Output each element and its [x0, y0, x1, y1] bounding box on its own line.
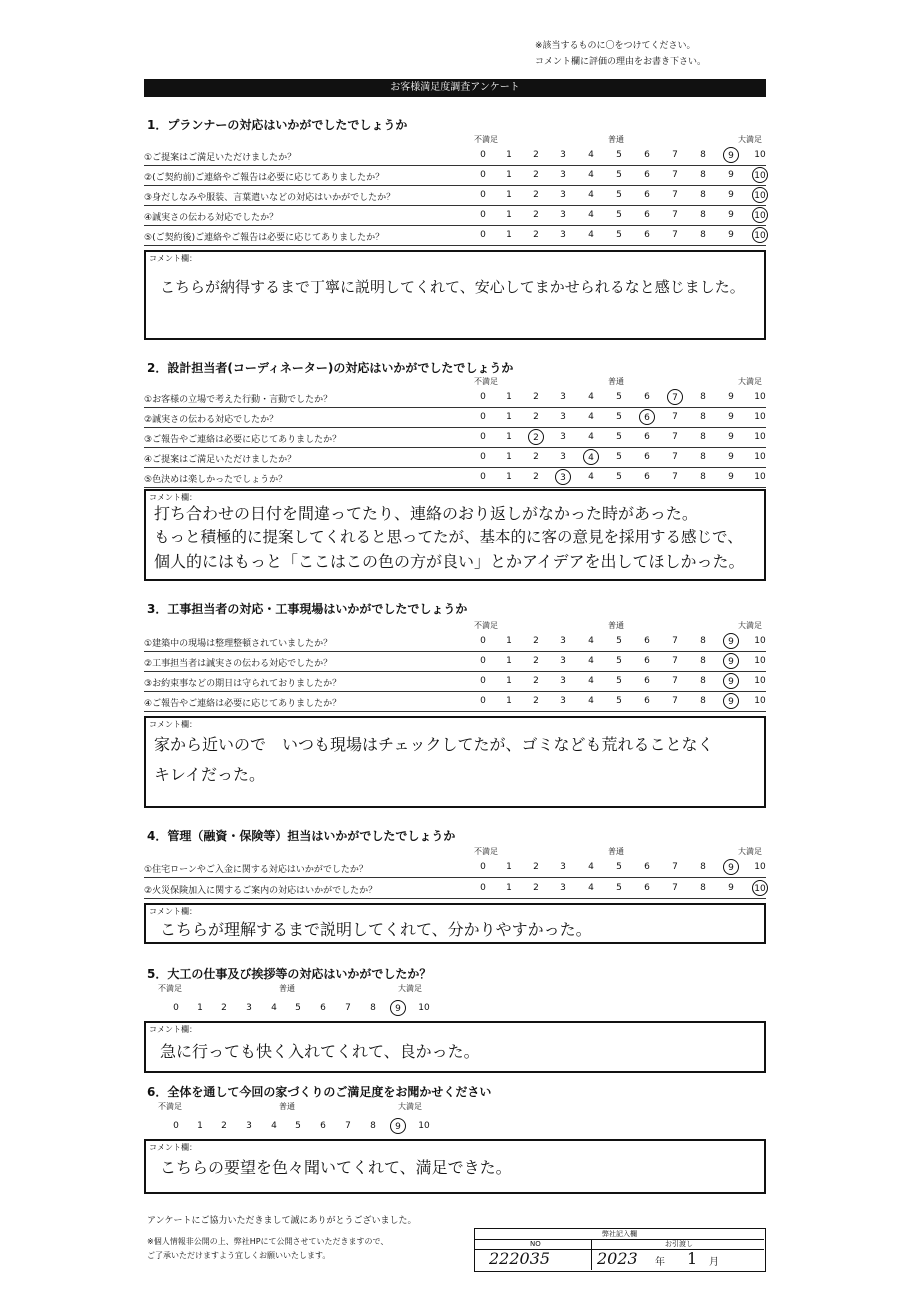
- scale-label-low: 不満足: [158, 1102, 182, 1111]
- rating-option[interactable]: 1: [197, 1003, 203, 1013]
- rating-option[interactable]: 7: [672, 676, 678, 686]
- rating-option[interactable]: 5: [616, 696, 622, 706]
- rating-option[interactable]: 0: [480, 210, 486, 220]
- selected-rating[interactable]: 10: [752, 167, 768, 183]
- rating-option[interactable]: 7: [672, 862, 678, 872]
- rating-option[interactable]: 0: [480, 432, 486, 442]
- selected-rating[interactable]: 4: [583, 449, 599, 465]
- selected-rating[interactable]: 9: [723, 147, 739, 163]
- question-row: [144, 672, 766, 692]
- rating-option[interactable]: 7: [345, 1003, 351, 1013]
- rating-option[interactable]: 4: [588, 412, 594, 422]
- scale-label-mid: 普通: [279, 1102, 295, 1111]
- scale-label-mid: 普通: [608, 135, 624, 144]
- rating-scale: [144, 1117, 444, 1136]
- question-row: [144, 448, 766, 468]
- comment-label: コメント欄：: [149, 1143, 197, 1152]
- scale-label-high: 大満足: [738, 847, 762, 856]
- rating-option[interactable]: 4: [588, 230, 594, 240]
- comment-box: [144, 1021, 766, 1073]
- rating-option[interactable]: 2: [533, 676, 539, 686]
- comment-box: [144, 716, 766, 808]
- rating-option[interactable]: 7: [672, 432, 678, 442]
- question-text: ④誠実さの伝わる対応でしたか？: [144, 213, 279, 223]
- comment-label: コメント欄：: [149, 907, 197, 916]
- rating-option[interactable]: 7: [672, 472, 678, 482]
- scale-label-high: 大満足: [738, 377, 762, 386]
- question-text: ②(ご契約前)ご連絡やご報告は必要に応じてありましたか？: [144, 173, 385, 183]
- question-row: [144, 206, 766, 226]
- rating-option[interactable]: 2: [533, 656, 539, 666]
- rating-option[interactable]: 8: [700, 210, 706, 220]
- rating-option[interactable]: 4: [588, 862, 594, 872]
- rating-option[interactable]: 7: [672, 656, 678, 666]
- month-unit: 月: [709, 1257, 719, 1268]
- selected-rating[interactable]: 7: [667, 389, 683, 405]
- rating-option[interactable]: 2: [533, 230, 539, 240]
- rating-option[interactable]: 2: [533, 150, 539, 160]
- rating-option[interactable]: 9: [728, 170, 734, 180]
- rating-option[interactable]: 6: [644, 210, 650, 220]
- rating-option[interactable]: 5: [616, 883, 622, 893]
- handover-year: 2023: [597, 1249, 638, 1268]
- selected-rating[interactable]: 9: [390, 1000, 406, 1016]
- rating-option[interactable]: 10: [754, 696, 766, 706]
- selected-rating[interactable]: 2: [528, 429, 544, 445]
- rating-option[interactable]: 0: [480, 862, 486, 872]
- rating-option[interactable]: 8: [700, 883, 706, 893]
- rating-option[interactable]: 6: [644, 696, 650, 706]
- rating-scale: [144, 999, 444, 1018]
- scale-label-mid: 普通: [608, 847, 624, 856]
- rating-option[interactable]: 7: [672, 696, 678, 706]
- comment-label: コメント欄：: [149, 720, 197, 729]
- comment-label: コメント欄：: [149, 493, 197, 502]
- selected-rating[interactable]: 3: [555, 469, 571, 485]
- rating-option[interactable]: 9: [728, 412, 734, 422]
- handwritten-comment: こちらの要望を色々聞いてくれて、満足できた。: [160, 1158, 512, 1177]
- rating-option[interactable]: 3: [560, 210, 566, 220]
- handwritten-comment: 個人的にはもっと「ここはこの色の方が良い」とかアイデアを出してほしかった。: [154, 552, 745, 571]
- rating-option[interactable]: 8: [700, 636, 706, 646]
- company-box-label: 弊社記入欄: [475, 1229, 764, 1240]
- rating-option[interactable]: 5: [616, 230, 622, 240]
- question-text: ①住宅ローンやご入金に関する対応はいかがでしたか？: [144, 865, 368, 875]
- question-row: [144, 632, 766, 652]
- rating-option[interactable]: 8: [700, 432, 706, 442]
- rating-option[interactable]: 7: [672, 883, 678, 893]
- rating-option[interactable]: 0: [480, 676, 486, 686]
- scale-label-low: 不満足: [474, 847, 498, 856]
- question-text: ①お客様の立場で考えた行動・言動でしたか？: [144, 395, 333, 405]
- rating-option[interactable]: 5: [616, 472, 622, 482]
- rating-option[interactable]: 0: [173, 1003, 179, 1013]
- rating-option[interactable]: 1: [506, 636, 512, 646]
- section-title: 3．工事担当者の対応・工事現場はいかがでしたでしょうか: [147, 602, 468, 616]
- rating-option[interactable]: 3: [560, 150, 566, 160]
- question-text: ②誠実さの伝わる対応でしたか？: [144, 415, 279, 425]
- rating-option[interactable]: 0: [480, 636, 486, 646]
- rating-option[interactable]: 8: [700, 150, 706, 160]
- rating-option[interactable]: 8: [370, 1121, 376, 1131]
- question-row: [144, 408, 766, 428]
- rating-option[interactable]: 5: [616, 676, 622, 686]
- rating-option[interactable]: 8: [700, 472, 706, 482]
- rating-option[interactable]: 3: [560, 636, 566, 646]
- rating-option[interactable]: 5: [616, 210, 622, 220]
- selected-rating[interactable]: 9: [723, 653, 739, 669]
- rating-option[interactable]: 5: [295, 1003, 301, 1013]
- rating-option[interactable]: 0: [480, 883, 486, 893]
- rating-option[interactable]: 6: [644, 190, 650, 200]
- rating-option[interactable]: 2: [221, 1121, 227, 1131]
- rating-option[interactable]: 7: [672, 636, 678, 646]
- rating-option[interactable]: 10: [418, 1121, 430, 1131]
- comment-label: コメント欄：: [149, 254, 197, 263]
- question-row: [144, 652, 766, 672]
- question-row: [144, 879, 766, 899]
- rating-option[interactable]: 8: [700, 676, 706, 686]
- rating-option[interactable]: 4: [588, 676, 594, 686]
- question-row: [144, 692, 766, 712]
- rating-option[interactable]: 9: [728, 883, 734, 893]
- rating-option[interactable]: 2: [533, 190, 539, 200]
- rating-option[interactable]: 3: [560, 883, 566, 893]
- rating-option[interactable]: 1: [506, 472, 512, 482]
- rating-option[interactable]: 10: [418, 1003, 430, 1013]
- rating-option[interactable]: 6: [644, 862, 650, 872]
- rating-option[interactable]: 6: [320, 1003, 326, 1013]
- rating-option[interactable]: 0: [480, 392, 486, 402]
- rating-option[interactable]: 3: [560, 676, 566, 686]
- scale-label-high: 大満足: [398, 984, 422, 993]
- rating-option[interactable]: 4: [588, 170, 594, 180]
- rating-option[interactable]: 7: [345, 1121, 351, 1131]
- rating-option[interactable]: 3: [560, 190, 566, 200]
- rating-option[interactable]: 6: [644, 656, 650, 666]
- rating-option[interactable]: 4: [588, 636, 594, 646]
- thanks-text: アンケートにご協力いただきまして誠にありがとうございました。: [147, 1216, 417, 1226]
- rating-option[interactable]: 3: [560, 862, 566, 872]
- rating-option[interactable]: 2: [533, 862, 539, 872]
- rating-option[interactable]: 5: [616, 452, 622, 462]
- rating-option[interactable]: 6: [644, 636, 650, 646]
- rating-option[interactable]: 4: [588, 210, 594, 220]
- rating-option[interactable]: 6: [644, 392, 650, 402]
- rating-option[interactable]: 7: [672, 412, 678, 422]
- selected-rating[interactable]: 9: [723, 693, 739, 709]
- rating-option[interactable]: 9: [728, 392, 734, 402]
- rating-option[interactable]: 6: [644, 230, 650, 240]
- rating-option[interactable]: 10: [754, 412, 766, 422]
- rating-option[interactable]: 2: [533, 412, 539, 422]
- rating-option[interactable]: 4: [588, 392, 594, 402]
- section-title: 4．管理（融資・保険等）担当はいかがでしたでしょうか: [147, 829, 456, 843]
- instruction-note-2: コメント欄に評価の理由をお書き下さい。: [535, 57, 707, 67]
- comment-label: コメント欄：: [149, 1025, 197, 1034]
- question-row: [144, 428, 766, 448]
- scale-label-high: 大満足: [738, 621, 762, 630]
- rating-option[interactable]: 1: [506, 452, 512, 462]
- handover-month: 1: [687, 1249, 698, 1268]
- rating-option[interactable]: 7: [672, 452, 678, 462]
- rating-option[interactable]: 0: [480, 190, 486, 200]
- comment-box: [144, 489, 766, 581]
- question-text: ④ご報告やご連絡は必要に応じてありましたか？: [144, 699, 342, 709]
- rating-option[interactable]: 4: [271, 1121, 277, 1131]
- rating-option[interactable]: 3: [246, 1003, 252, 1013]
- rating-option[interactable]: 4: [588, 472, 594, 482]
- rating-option[interactable]: 7: [672, 190, 678, 200]
- question-row: [144, 146, 766, 166]
- rating-option[interactable]: 8: [700, 412, 706, 422]
- rating-option[interactable]: 8: [700, 230, 706, 240]
- rating-option[interactable]: 5: [616, 636, 622, 646]
- rating-option[interactable]: 9: [728, 432, 734, 442]
- survey-title: お客様満足度調査アンケート: [144, 79, 766, 97]
- rating-option[interactable]: 7: [672, 170, 678, 180]
- rating-option[interactable]: 5: [616, 412, 622, 422]
- scale-label-mid: 普通: [608, 377, 624, 386]
- rating-option[interactable]: 1: [506, 412, 512, 422]
- selected-rating[interactable]: 9: [723, 633, 739, 649]
- rating-option[interactable]: 0: [480, 472, 486, 482]
- rating-option[interactable]: 2: [533, 636, 539, 646]
- rating-option[interactable]: 3: [560, 412, 566, 422]
- rating-option[interactable]: 6: [644, 432, 650, 442]
- rating-option[interactable]: 10: [754, 452, 766, 462]
- question-text: ③ご報告やご連絡は必要に応じてありましたか？: [144, 435, 342, 445]
- company-record-box: [474, 1228, 766, 1272]
- rating-option[interactable]: 8: [700, 170, 706, 180]
- rating-option[interactable]: 4: [588, 150, 594, 160]
- scale-label-high: 大満足: [398, 1102, 422, 1111]
- selected-rating[interactable]: 10: [752, 187, 768, 203]
- rating-option[interactable]: 0: [480, 452, 486, 462]
- rating-option[interactable]: 7: [672, 230, 678, 240]
- rating-option[interactable]: 8: [700, 862, 706, 872]
- rating-option[interactable]: 5: [616, 170, 622, 180]
- selected-rating[interactable]: 9: [723, 673, 739, 689]
- rating-option[interactable]: 1: [197, 1121, 203, 1131]
- rating-option[interactable]: 10: [754, 472, 766, 482]
- rating-option[interactable]: 1: [506, 190, 512, 200]
- scale-label-low: 不満足: [474, 135, 498, 144]
- handwritten-comment: こちらが理解するまで説明してくれて、分かりやすかった。: [160, 920, 592, 939]
- question-text: ④ご提案はご満足いただけましたか？: [144, 455, 297, 465]
- rating-option[interactable]: 4: [271, 1003, 277, 1013]
- rating-option[interactable]: 5: [616, 862, 622, 872]
- privacy-note-1: ※個人情報非公開の上、弊社HPにて公開させていただきますので、: [147, 1237, 389, 1246]
- no-label: NO: [530, 1240, 541, 1248]
- rating-option[interactable]: 10: [754, 150, 766, 160]
- handwritten-comment: キレイだった。: [154, 765, 266, 784]
- rating-option[interactable]: 1: [506, 392, 512, 402]
- rating-option[interactable]: 10: [754, 656, 766, 666]
- question-text: ②工事担当者は誠実さの伝わる対応でしたか？: [144, 659, 333, 669]
- rating-option[interactable]: 5: [616, 432, 622, 442]
- comment-box: [144, 1139, 766, 1194]
- question-text: ①建築中の現場は整理整頓されていましたか？: [144, 639, 333, 649]
- rating-option[interactable]: 2: [533, 883, 539, 893]
- rating-option[interactable]: 10: [754, 676, 766, 686]
- rating-option[interactable]: 1: [506, 210, 512, 220]
- section-title: 1．プランナーの対応はいかがでしたでしょうか: [147, 118, 408, 132]
- scale-label-low: 不満足: [158, 984, 182, 993]
- rating-option[interactable]: 6: [644, 472, 650, 482]
- rating-option[interactable]: 4: [588, 883, 594, 893]
- rating-option[interactable]: 6: [644, 452, 650, 462]
- rating-option[interactable]: 2: [533, 452, 539, 462]
- scale-label-low: 不満足: [474, 377, 498, 386]
- question-text: ②火災保険加入に関するご案内の対応はいかがでしたか？: [144, 886, 378, 896]
- rating-option[interactable]: 8: [700, 452, 706, 462]
- rating-option[interactable]: 8: [700, 392, 706, 402]
- question-text: ①ご提案はご満足いただけましたか？: [144, 153, 297, 163]
- rating-option[interactable]: 2: [533, 210, 539, 220]
- rating-option[interactable]: 0: [480, 230, 486, 240]
- question-row: [144, 388, 766, 408]
- rating-option[interactable]: 4: [588, 656, 594, 666]
- rating-option[interactable]: 3: [560, 656, 566, 666]
- comment-box: [144, 903, 766, 944]
- rating-option[interactable]: 2: [533, 696, 539, 706]
- rating-option[interactable]: 8: [700, 190, 706, 200]
- scale-label-mid: 普通: [608, 621, 624, 630]
- handover-label: お引渡し: [665, 1240, 693, 1248]
- rating-option[interactable]: 6: [644, 676, 650, 686]
- company-box-divider: [591, 1239, 592, 1270]
- rating-option[interactable]: 3: [560, 170, 566, 180]
- rating-option[interactable]: 10: [754, 432, 766, 442]
- rating-option[interactable]: 4: [588, 432, 594, 442]
- selected-rating[interactable]: 10: [752, 880, 768, 896]
- privacy-note-2: ご了承いただけますよう宜しくお願いいたします。: [147, 1251, 331, 1260]
- rating-option[interactable]: 3: [560, 392, 566, 402]
- rating-option[interactable]: 1: [506, 696, 512, 706]
- rating-option[interactable]: 0: [480, 412, 486, 422]
- rating-option[interactable]: 1: [506, 170, 512, 180]
- rating-option[interactable]: 5: [616, 190, 622, 200]
- rating-option[interactable]: 9: [728, 230, 734, 240]
- rating-option[interactable]: 0: [480, 150, 486, 160]
- question-row: [144, 186, 766, 206]
- selected-rating[interactable]: 9: [390, 1118, 406, 1134]
- selected-rating[interactable]: 6: [639, 409, 655, 425]
- rating-option[interactable]: 1: [506, 150, 512, 160]
- rating-option[interactable]: 8: [370, 1003, 376, 1013]
- scale-label-high: 大満足: [738, 135, 762, 144]
- rating-option[interactable]: 4: [588, 190, 594, 200]
- section-title: 5．大工の仕事及び挨拶等の対応はいかがでしたか？: [147, 967, 432, 981]
- rating-option[interactable]: 1: [506, 676, 512, 686]
- rating-option[interactable]: 7: [672, 210, 678, 220]
- rating-option[interactable]: 5: [616, 656, 622, 666]
- rating-option[interactable]: 10: [754, 392, 766, 402]
- rating-option[interactable]: 9: [728, 472, 734, 482]
- rating-option[interactable]: 9: [728, 452, 734, 462]
- question-row: [144, 166, 766, 186]
- rating-option[interactable]: 0: [173, 1121, 179, 1131]
- rating-option[interactable]: 6: [644, 170, 650, 180]
- question-row: [144, 858, 766, 878]
- scale-label-mid: 普通: [279, 984, 295, 993]
- rating-option[interactable]: 1: [506, 862, 512, 872]
- selected-rating[interactable]: 10: [752, 207, 768, 223]
- handwritten-comment: 急に行っても快く入れてくれて、良かった。: [160, 1042, 480, 1061]
- rating-option[interactable]: 8: [700, 696, 706, 706]
- rating-option[interactable]: 3: [560, 432, 566, 442]
- rating-option[interactable]: 0: [480, 656, 486, 666]
- instruction-note-1: ※該当するものに〇をつけてください。: [535, 41, 696, 51]
- question-row: [144, 226, 766, 246]
- rating-option[interactable]: 6: [320, 1121, 326, 1131]
- section-title: 2．設計担当者(コーディネーター)の対応はいかがでしたでしょうか: [147, 361, 514, 375]
- rating-option[interactable]: 5: [616, 392, 622, 402]
- rating-option[interactable]: 10: [754, 862, 766, 872]
- handwritten-comment: もっと積極的に提案してくれると思ってたが、基本的に客の意見を採用する感じで、: [154, 528, 743, 546]
- rating-option[interactable]: 0: [480, 170, 486, 180]
- rating-option[interactable]: 5: [295, 1121, 301, 1131]
- rating-option[interactable]: 1: [506, 432, 512, 442]
- comment-box: [144, 250, 766, 340]
- year-unit: 年: [655, 1257, 665, 1268]
- question-text: ⑤色決めは楽しかったでしょうか？: [144, 475, 288, 485]
- rating-option[interactable]: 1: [506, 883, 512, 893]
- scale-label-low: 不満足: [474, 621, 498, 630]
- rating-option[interactable]: 2: [533, 472, 539, 482]
- rating-option[interactable]: 1: [506, 656, 512, 666]
- rating-option[interactable]: 4: [588, 696, 594, 706]
- rating-option[interactable]: 0: [480, 696, 486, 706]
- rating-option[interactable]: 5: [616, 150, 622, 160]
- record-number: 222035: [489, 1249, 551, 1268]
- rating-option[interactable]: 2: [221, 1003, 227, 1013]
- selected-rating[interactable]: 10: [752, 227, 768, 243]
- rating-option[interactable]: 3: [560, 696, 566, 706]
- rating-option[interactable]: 3: [560, 452, 566, 462]
- handwritten-comment: こちらが納得するまで丁寧に説明してくれて、安心してまかせられるなと感じました。: [160, 278, 745, 296]
- question-text: ③お約束事などの期日は守られておりましたか？: [144, 679, 342, 689]
- question-text: ⑤(ご契約後)ご連絡やご報告は必要に応じてありましたか？: [144, 233, 385, 243]
- handwritten-comment: 打ち合わせの日付を間違ってたり、連絡のおり返しがなかった時があった。: [154, 504, 698, 523]
- question-text: ③身だしなみや服装、言葉遣いなどの対応はいかがでしたか？: [144, 193, 396, 203]
- rating-option[interactable]: 10: [754, 636, 766, 646]
- section-title: 6．全体を通して今回の家づくりのご満足度をお聞かせください: [147, 1085, 492, 1099]
- question-row: [144, 468, 766, 488]
- rating-option[interactable]: 8: [700, 656, 706, 666]
- selected-rating[interactable]: 9: [723, 859, 739, 875]
- rating-option[interactable]: 7: [672, 150, 678, 160]
- rating-option[interactable]: 9: [728, 190, 734, 200]
- rating-option[interactable]: 2: [533, 392, 539, 402]
- rating-option[interactable]: 6: [644, 150, 650, 160]
- rating-option[interactable]: 6: [644, 883, 650, 893]
- rating-option[interactable]: 3: [560, 230, 566, 240]
- rating-option[interactable]: 2: [533, 170, 539, 180]
- rating-option[interactable]: 3: [246, 1121, 252, 1131]
- handwritten-comment: 家から近いので いつも現場はチェックしてたが、ゴミなども荒れることなく: [154, 735, 714, 754]
- rating-option[interactable]: 9: [728, 210, 734, 220]
- rating-option[interactable]: 1: [506, 230, 512, 240]
